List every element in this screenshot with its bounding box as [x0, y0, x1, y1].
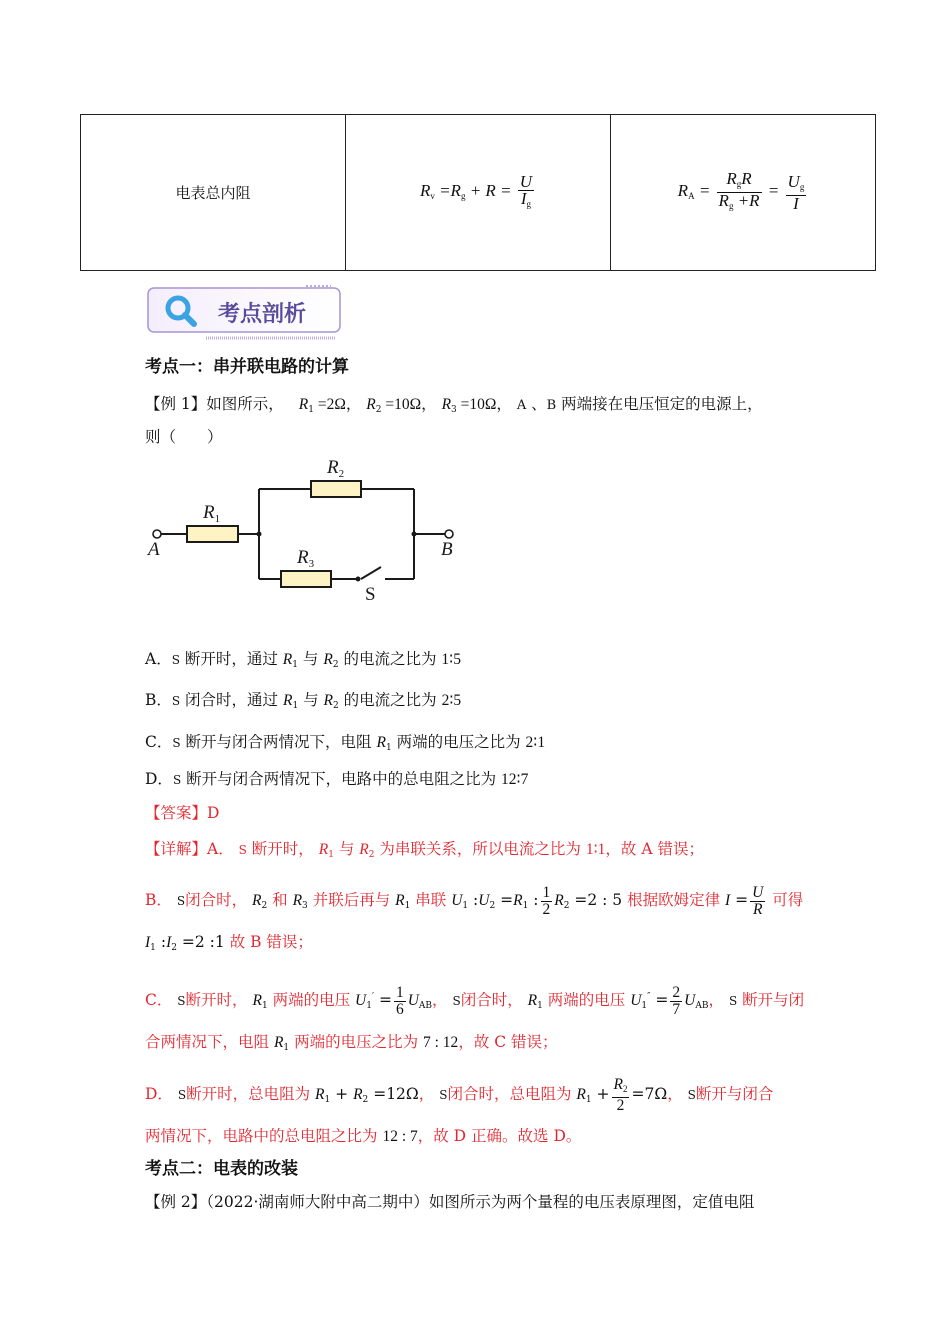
detail-tag: 【详解】 [145, 840, 208, 858]
option-b: B．S 闭合时，通过 $R_1$ 与 $R_2$ 的电流之比为 2∶5 [145, 691, 462, 711]
banner-title: 考点剖析 [218, 302, 307, 327]
detail-c-cont: 合两情况下，电阻 $R_1$ 两端的电压之比为 7 : 12，故 C 错误； [145, 1033, 558, 1053]
terminal-b [445, 530, 453, 538]
table-label-cell [81, 115, 346, 271]
resistor-r2 [311, 481, 361, 497]
example1-stem: 【例 1】如图所示， $R_1 =2\Omega$， $R_2 =10\Omega$， $R_3 =10\Omega$， A 、B 两端接在电压恒定的电源上， [145, 395, 763, 415]
detail-a: 【详解】A． S 断开时， $R_1$ 与 $R_2$ 为串联关系，所以电流之比为 1∶1，故 A 错误； [145, 840, 704, 860]
detail-d: D． S断开时，总电阻为 $R_1 + R_2 =12\Omega$， S闭合时，总电阻为 $R_1$ + $\frac{R_2}{2}$ =7Ω， S断开与闭合 [145, 1075, 774, 1114]
label-r1: $R_1$ [203, 502, 221, 525]
example1-then: 则（ ） [145, 428, 223, 446]
label-switch: S [365, 584, 376, 605]
ammeter-formula: $R_A$ = $\frac{R_gR}{R_g +R}$ = $\frac{U_g}{I}$ [677, 169, 805, 213]
example1-tag: 【例 1】 [145, 395, 207, 413]
example2-text: （2022·湖南师大附中高二期中）如图所示为两个量程的电压表原理图，定值电阻 [206, 1193, 755, 1211]
example2-tag: 【例 2】 [145, 1193, 207, 1211]
voltmeter-formula: $R_v =R_g + R$ = $\frac{U}{I_g}$ [419, 171, 533, 209]
answer-value: D [207, 804, 220, 822]
answer-tag: 【答案】 [145, 804, 208, 822]
answer-line [145, 802, 219, 824]
section2-heading: 考点二：电表的改装 [145, 1159, 298, 1179]
circuit-diagram [145, 455, 475, 605]
label-b: B [441, 539, 453, 560]
option-c: C．S 断开与闭合两情况下，电阻 $R_1$ 两端的电压之比为 2∶1 [145, 733, 546, 753]
detail-d-cont: 两情况下，电路中的总电阻之比为 12 : 7，故 D 正确。故选 D。 [145, 1127, 582, 1145]
example2-stem [145, 1191, 754, 1213]
option-d: D．S 断开与闭合两情况下，电路中的总电阻之比为 12∶7 [145, 770, 529, 788]
option-a: A．S 断开时，通过 $R_1$ 与 $R_2$ 的电流之比为 1∶5 [145, 650, 461, 670]
detail-c: C． S断开时， $R_1$ 两端的电压 $U_1'$ = $\frac{1}{6}$ $U_{AB}$， S闭合时， $R_1$ 两端的电压 $U_1''$ = $\frac{2}{7}$ $U_{AB}$， S 断开与闭 [145, 983, 805, 1018]
ammeter-formula-cell [611, 115, 876, 271]
section1-heading: 考点一：串并联电路的计算 [145, 357, 349, 377]
section-banner [146, 284, 344, 342]
label-r2: $R_2$ [327, 457, 345, 480]
resistance-table [80, 114, 876, 271]
label-r3: $R_3$ [297, 547, 315, 570]
label-a: A [148, 539, 160, 560]
magnifier-icon [164, 294, 198, 328]
example1-text: 如图所示， [206, 395, 284, 413]
table-label: 电表总内阻 [175, 184, 251, 202]
terminal-a [153, 530, 161, 538]
resistor-r1 [187, 526, 238, 542]
voltmeter-formula-cell [346, 115, 611, 271]
resistor-r3 [281, 571, 331, 587]
detail-b: B． S闭合时， $R_2$ 和 $R_3$ 并联后再与 $R_1$ 串联 $U_1$ $:U_2 =R_1$ : $\frac{1}{2}$ $R_2 =2$ : 5 根据欧姆定律 I = $\frac{U}{R}$ 可得 [145, 883, 804, 918]
detail-b-cont: $I_1$ $:I_2 =2$ :1 故 B 错误； [145, 933, 313, 953]
